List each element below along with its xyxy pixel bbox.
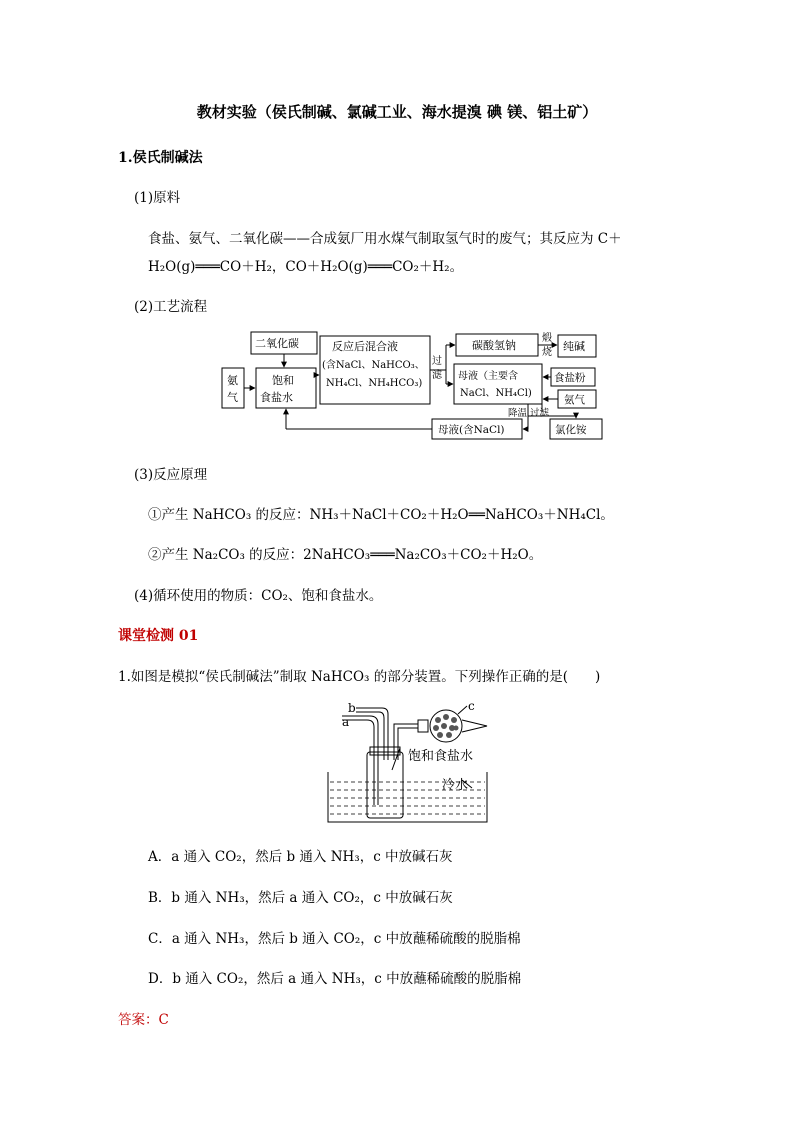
mixture-label-a: 反应后混合液: [332, 340, 398, 353]
mother-nacl-label: 母液(含NaCl): [438, 424, 505, 436]
ammonia-label: 氨气: [564, 394, 585, 406]
flask: [367, 752, 403, 818]
apparatus-figure: [322, 700, 492, 825]
mixture-label-b: (含NaCl、NaHCO₃、: [322, 360, 425, 371]
recycle-text: (4)循环使用的物质：CO₂、饱和食盐水。: [134, 588, 383, 604]
brine-label-b: 食盐水: [260, 391, 293, 404]
section-heading: 1.侯氏制碱法: [118, 150, 203, 166]
salt-powder-label: 食盐粉: [554, 372, 586, 384]
label-b: b: [348, 701, 356, 715]
label-c: c: [468, 700, 475, 713]
brine-label-a: 饱和: [272, 374, 294, 387]
quiz-heading: 课堂检测 01: [118, 628, 199, 644]
raw-materials-line2: H₂O(g)═══CO＋H₂，CO＋H₂O(g)═══CO₂＋H₂。: [148, 259, 464, 275]
mother-liquor-label-a: 母液（主要含: [458, 371, 518, 382]
nahco3-label: 碳酸氢钠: [472, 339, 516, 352]
filter-label-a: 过: [432, 356, 442, 367]
brine-label: 饱和食盐水: [408, 749, 474, 764]
co2-label: 二氧化碳: [255, 337, 299, 350]
process-label: (2)工艺流程: [134, 299, 208, 315]
cool-filter-label: 降温 过滤: [508, 408, 550, 419]
calcine-label-a: 煅: [542, 333, 552, 344]
label-a: a: [342, 715, 350, 729]
soda-label: 纯碱: [563, 340, 585, 353]
option-b: B．b 通入 NH₃，然后 a 通入 CO₂，c 中放碱石灰: [148, 890, 453, 906]
nh4cl-label: 氯化铵: [555, 424, 587, 436]
filter-label-b: 滤: [432, 370, 442, 381]
nh3-label-b: 气: [227, 391, 238, 404]
equation-1: ①产生 NaHCO₃ 的反应：NH₃＋NaCl＋CO₂＋H₂O══NaHCO₃＋NH₄Cl。: [148, 507, 614, 523]
option-c: C．a 通入 NH₃，然后 b 通入 CO₂，c 中放蘸稀硫酸的脱脂棉: [148, 931, 521, 947]
option-d: D．b 通入 CO₂，然后 a 通入 NH₃，c 中放蘸稀硫酸的脱脂棉: [148, 971, 522, 987]
raw-materials-line1: 食盐、氨气、二氧化碳——合成氨厂用水煤气制取氢气时的废气；其反应为 C＋: [148, 231, 622, 247]
option-a: A．a 通入 CO₂，然后 b 通入 NH₃，c 中放碱石灰: [148, 849, 453, 865]
answer-text: 答案：C: [118, 1012, 169, 1028]
equation-2: ②产生 Na₂CO₃ 的反应：2NaHCO₃═══Na₂CO₃＋CO₂＋H₂O。: [148, 547, 543, 563]
cold-water-label: 冷水: [442, 778, 469, 793]
process-flow-diagram: [218, 330, 623, 442]
raw-materials-label: (1)原料: [134, 190, 181, 206]
mother-liquor-label-b: NaCl、NH₄Cl): [460, 388, 532, 399]
principle-label: (3)反应原理: [134, 467, 208, 483]
mixture-label-c: NH₄Cl、NH₄HCO₃): [326, 378, 423, 389]
page-title: 教材实验（侯氏制碱、氯碱工业、海水提溴 碘 镁、铝土矿）: [196, 103, 598, 121]
calcine-label-b: 烧: [542, 347, 552, 358]
question-text: 1.如图是模拟“侯氏制碱法”制取 NaHCO₃ 的部分装置。下列操作正确的是( ): [118, 669, 601, 685]
nh3-label-a: 氨: [227, 374, 238, 387]
